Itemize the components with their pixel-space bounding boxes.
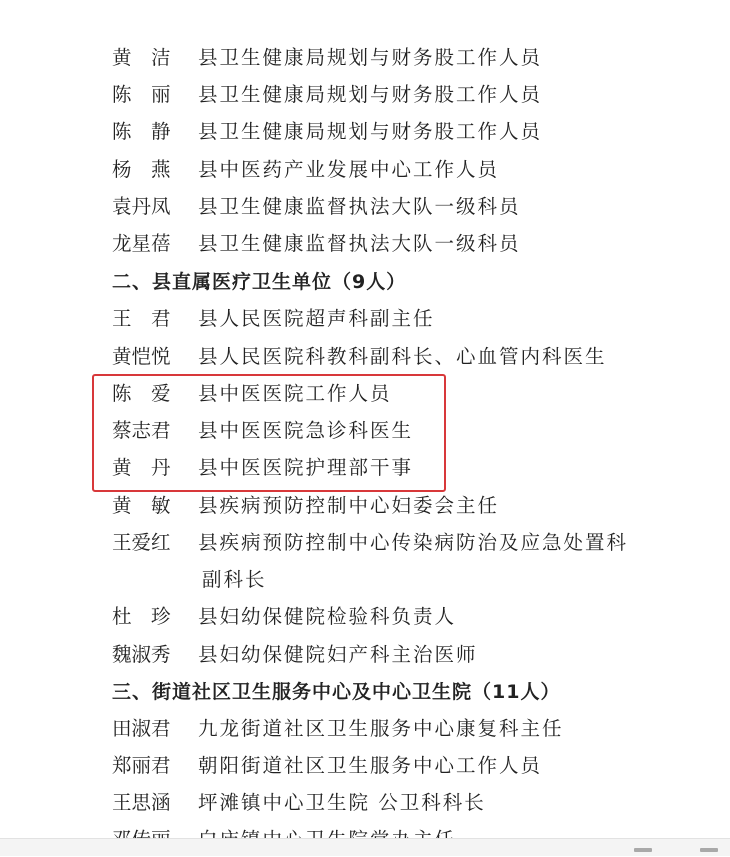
list-item [112,526,628,560]
person-name: 杜 珍 [112,605,171,628]
person-role: 县疾病预防控制中心妇委会主任 [198,494,500,517]
list-item [112,115,542,149]
person-role: 县人民医院超声科副主任 [198,307,435,330]
list-item [112,340,607,374]
list-item [112,600,456,634]
person-role: 县卫生健康局规划与财务股工作人员 [198,46,543,69]
section-heading: 二、县直属医疗卫生单位（9人） [112,271,407,293]
person-name: 王爱红 [112,531,171,554]
person-role: 县中医药产业发展中心工作人员 [198,158,500,181]
person-role: 县卫生健康局规划与财务股工作人员 [198,83,543,106]
person-role: 县中医医院护理部干事 [198,456,414,479]
person-name: 杨 燕 [112,158,171,181]
person-role: 县卫生健康监督执法大队一级科员 [198,232,521,255]
person-role: 县卫生健康局规划与财务股工作人员 [198,120,543,143]
person-name: 陈 静 [112,120,171,143]
bottom-scrollbar[interactable] [0,838,730,856]
list-item [112,78,542,112]
person-name: 蔡志君 [112,419,171,442]
scrollbar-arrow-right-icon[interactable] [700,848,718,852]
person-name: 黄 洁 [112,46,171,69]
person-name: 魏淑秀 [112,643,171,666]
list-item [112,302,435,336]
scrollbar-arrow-left-icon[interactable] [634,848,652,852]
highlight-box [92,374,446,492]
list-item [112,786,486,820]
section-heading: 三、街道社区卫生服务中心及中心卫生院（11人） [112,681,561,703]
person-name: 袁丹凤 [112,195,171,218]
person-name: 黄 丹 [112,456,171,479]
person-role: 县妇幼保健院检验科负责人 [198,605,457,628]
person-role-continuation: 副科长 [202,568,267,591]
person-role: 县疾病预防控制中心传染病防治及应急处置科 [198,531,629,554]
person-role: 县妇幼保健院妇产科主治医师 [198,643,478,666]
person-role: 坪滩镇中心卫生院 公卫科科长 [198,791,486,814]
list-item [112,41,542,75]
list-item [112,712,564,746]
person-role: 县卫生健康监督执法大队一级科员 [198,195,521,218]
person-name: 黄 敏 [112,494,171,517]
person-role: 县中医医院工作人员 [198,382,392,405]
person-role: 朝阳街道社区卫生服务中心工作人员 [198,754,543,777]
person-name: 黄恺悦 [112,345,171,368]
person-name: 陈 爱 [112,382,171,405]
list-item [112,190,521,224]
person-role: 县人民医院科教科副科长、心血管内科医生 [198,345,607,368]
list-item [112,638,478,672]
list-item-continuation [202,563,267,597]
list-item [112,227,521,261]
person-name: 田淑君 [112,717,171,740]
person-name: 陈 丽 [112,83,171,106]
list-item [112,749,542,783]
list-item [112,489,499,523]
person-role: 县中医医院急诊科医生 [198,419,414,442]
person-name: 郑丽君 [112,754,171,777]
person-name: 王 君 [112,307,171,330]
person-name: 龙星蓓 [112,232,171,255]
person-role: 九龙街道社区卫生服务中心康复科主任 [198,717,564,740]
list-item [112,153,499,187]
person-name: 王思涵 [112,791,171,814]
